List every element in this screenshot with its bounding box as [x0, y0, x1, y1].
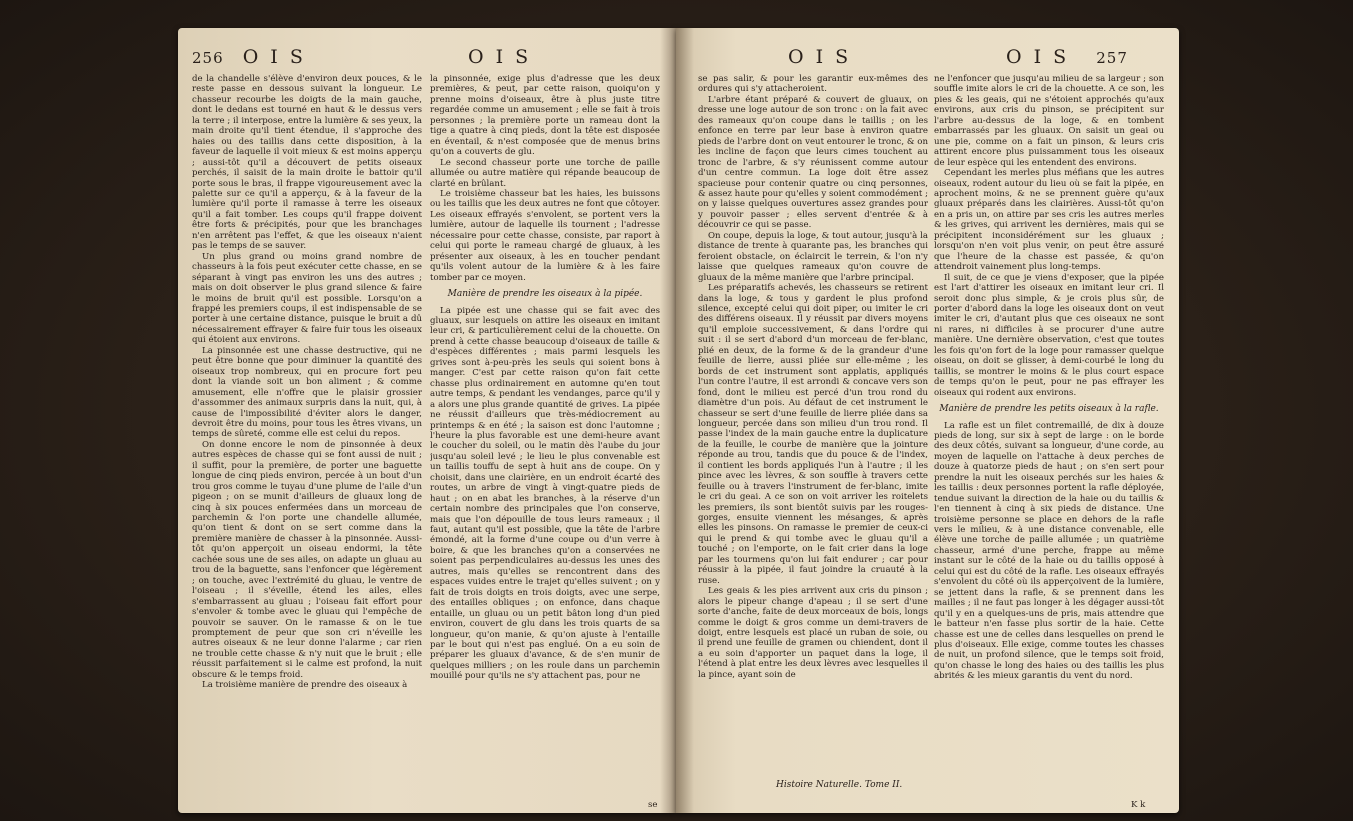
section-heading: Manière de prendre les oiseaux à la pipée.: [447, 289, 643, 300]
paragraph: ne l'enfoncer que jusqu'au milieu de sa largeur ; son souffle imite alors le cri de la chouette. A ce son, les pies & les geais, qui ne s'étoient approchés qu'aux environs, aux cris du pinson, se précipitent sur l'arbre au-dessus de la loge, & en tombent embarrassés par les gluaux. On saisit un geai ou une pie, comme on a fait un pinson, & leurs cris attirent encore plus puissamment tous les oiseaux de leur espèce qui les entendent des environs.: [934, 74, 1164, 168]
right-page-number: 257: [1096, 49, 1128, 67]
paragraph: Cependant les merles plus méfians que les autres oiseaux, rodent autour du lieu où se fait la pipée, en aprochent moins, & ne se prennent guère qu'aux gluaux préparés dans les clairières. Aussi-tôt qu'on en a pris un, on attire par ses cris les autres merles & les grives, qui arrivent les dernières, mais qui se précipitent inconsidérément sur les gluaux ; lorsqu'on n'en voit plus venir, on peut être assuré que l'heure de la chasse est passée, & qu'on attendroit vainement plus long-temps.: [934, 168, 1164, 273]
left-column-2: [430, 74, 660, 799]
left-page-number: 256: [192, 49, 224, 67]
left-running-head-col2: O I S: [468, 46, 532, 68]
right-running-head-col1: O I S: [788, 46, 852, 68]
paragraph: de la chandelle s'élève d'environ deux pouces, & le reste passe en dessous suivant la longueur. Le chasseur recourbe les doigts de la main gauche, dont le dedans est tourné en haut & le dessus vers la terre ; il interpose, entre la lumière & ses yeux, la main droite qu'il tient étendue, il s'approche des haies ou des taillis dans cette disposition, à la faveur de laquelle il voit mieux & est moins apperçu ; aussi-tôt qu'il a découvert de petits oiseaux perchés, il saisit de la main droite le battoir qu'il porte sous le bras, il frappe vigoureusement avec la palette sur ce qu'il a apperçu, & à la faveur de la lumière qu'il porte il ramasse à terre les oiseaux qu'il a fait tomber. Les coups qu'il frappe doivent être forts & précipités, pour que les branchages n'en arrêtent pas l'effet, & que les oiseaux n'aient pas le temps de se sauver.: [192, 74, 422, 252]
paragraph: La troisième manière de prendre des oiseaux à: [202, 680, 408, 691]
section-heading: Manière de prendre les petits oiseaux à la rafle.: [939, 404, 1159, 415]
paragraph: On donne encore le nom de pinsonnée à deux autres espèces de chasse qui se font aussi de nuit ; il suffit, pour la première, de porter une baguette longue de cinq pieds environ, percée à un bout d'un trou gros comme le tuyau d'une plume de l'aile d'un pigeon ; on se munit d'ailleurs de gluaux long de cinq à six pouces enfermées dans un morceau de parchemin & l'on porte une chandelle allumée, qu'on tient & dont on se sert comme dans la première manière de chasser à la pinsonnée. Aussi-tôt qu'on apperçoit un oiseau endormi, la tête cachée sous une de ses ailes, on adapte un gluau au trou de la baguette, sans l'enfoncer que légèrement ; on touche, avec l'extrémité du gluau, le ventre de l'oiseau ; il s'éveille, étend les ailes, elles s'embarrassent au gluau ; l'oiseau fait effort pour s'envoler & tombe avec le gluau qui l'empêche de pouvoir se sauver. On le ramasse & on le tue promptement de peur que son cri n'éveille les autres oiseaux & ne leur donne l'alarme ; car rien ne trouble cette chasse & n'y nuit que le bruit ; elle réussit parfaitement si le calme est profond, la nuit obscure & le temps froid.: [192, 439, 422, 680]
right-page: [676, 28, 1179, 813]
right-page-header: [1006, 46, 1128, 68]
right-column-2: [934, 74, 1164, 799]
paragraph: L'arbre étant préparé & couvert de gluaux, on dresse une loge autour de son tronc : on la fait avec des rameaux qu'on coupe dans le taillis ; on les enfonce en terre par leur base à environ quatre pieds de l'arbre dont on veut entourer le tronc, & on les incline de façon que leurs cimes touchent au tronc de l'arbre, & s'y réunissent comme autour d'un centre commun. La loge doit être assez spacieuse pour contenir quatre ou cinq personnes, & assez haute pour qu'elles y soient commodément ; on y laisse quelques ouvertures assez grandes pour y pouvoir passer ; elles servent d'entrée & à découvrir ce qui se passe.: [698, 94, 928, 231]
paragraph: On coupe, depuis la loge, & tout autour, jusqu'à la distance de trente à quarante pas, les branches qui feroient obstacle, on éclaircit le terrein, & l'on n'y laisse que quelques rameaux qu'on couvre de gluaux de la même manière que l'arbre principal.: [698, 230, 928, 283]
right-column-1: [698, 74, 928, 774]
left-page-header: [192, 46, 306, 68]
paragraph: Les geais & les pies arrivent aux cris du pinson ; alors le pipeur change d'apeau ; il se sert d'une sorte d'anche, faite de deux morceaux de bois, longs comme le doigt & gros comme un demi-travers de doigt, entre lesquels est placé un ruban de soie, ou il prend une feuille de gramen ou chiendent, dont il a eu soin d'apporter un paquet dans la loge, il l'étend à plat entre les deux lèvres avec lesquelles il la pince, ayant soin de: [698, 586, 928, 680]
book-gutter: [660, 28, 694, 813]
signature-mark: K k: [1131, 800, 1146, 810]
left-running-head: O I S: [242, 46, 306, 68]
paragraph: la pinsonnée, exige plus d'adresse que les deux premières, & peut, par cette raison, quoiqu'on y prenne moins d'oiseaux, être à plus juste titre regardée comme un amusement ; elle se fait à trois personnes ; la première porte un rameau dont la tige a quatre à cinq pieds, dont la tête est disposée en éventail, & n'est composée que de menus brins qu'on a couverts de glu.: [430, 74, 660, 158]
left-column-1: [192, 74, 422, 799]
volume-footer: Histoire Naturelle. Tome II.: [776, 780, 903, 790]
paragraph: Les préparatifs achevés, les chasseurs se retirent dans la loge, & tous y gardent le plus profond silence, excepté celui qui doit piper, ou imiter le cri des différens oiseaux. Il y réussit par divers moyens qu'il emploie successivement, & dans l'ordre qui suit : il se sert d'abord d'un morceau de fer-blanc, plié en deux, de la forme & de la grandeur d'une feuille de lierre, aussi pliée sur elle-même ; les bords de cet instrument sont applatis, appliqués l'un contre l'autre, il est arrondi & concave vers son fond, dont le milieu est percé d'un trou rond du diamètre d'un pois. Au défaut de cet instrument le chasseur se sert d'une feuille de lierre pliée dans sa longueur, percée dans son milieu d'un trou rond. Il passe l'index de la main gauche entre la duplicature de la feuille, le courbe de manière que la jointure réponde au trou, tandis que du pouce & de l'index, il contient les bords appliqués l'un à l'autre ; il les pince avec les lèvres, & son souffle à travers cette feuille ou à travers l'instrument de fer-blanc, imite le cri du geai. A ce son on voit arriver les roitelets les premiers, ils sont bientôt suivis par les rouges-gorges, ensuite viennent les mésanges, & après elles les pinsons. On ramasse le premier de ceux-ci qui le prend & qui tombe avec le gluau qu'il a touché ; on l'emporte, on le fait crier dans la loge par les tourmens qu'on lui fait endurer ; car pour réussir à la pipée, il faut joindre la cruauté à la ruse.: [698, 283, 928, 586]
paragraph: La rafle est un filet contremaillé, de dix à douze pieds de long, sur six à sept de large : on le borde des deux côtés, suivant sa longueur, d'une corde, au moyen de laquelle on l'attache à deux perches de douze à quatorze pieds de haut ; on s'en sert pour prendre la nuit les oiseaux perchés sur les haies & les taillis : deux personnes portent la rafle déployée, tendue suivant la direction de la haie ou du taillis & l'en tiennent à cinq à six pieds de distance. Une troisième personne se place en dehors de la rafle vers le milieu, & à une distance convenable, elle élève une torche de paille allumée ; un quatrième chasseur, armé d'une perche, frappe au même instant sur le côté de la haie ou du taillis opposé à celui qui est du côté de la rafle. Les oiseaux effrayés s'envolent du côté où ils apperçoivent de la lumière, se jettent dans la rafle, & se prennent dans les mailles ; il ne faut pas longer à les dégager aussi-tôt qu'il y en a quelques-uns de pris, mais attendre que le batteur n'en fasse plus sortir de la haie. Cette chasse est une de celles dans lesquelles on prend le plus d'oiseaux. Elle exige, comme toutes les chasses de nuit, un profond silence, que le temps soit froid, qu'on chasse le long des haies ou des taillis les plus abrités & les mieux garantis du vent du nord.: [934, 420, 1164, 682]
paragraph: se pas salir, & pour les garantir eux-mêmes des ordures qui s'y attacheroient.: [698, 74, 928, 95]
paragraph: Le second chasseur porte une torche de paille allumée ou autre matière qui répande beaucoup de clarté en brûlant.: [430, 157, 660, 189]
paragraph: Un plus grand ou moins grand nombre de chasseurs à la fois peut exécuter cette chasse, en se séparant à vingt pas environ les uns des autres ; mais on doit observer le plus grand silence & faire le moins de bruit qu'il est possible. Lorsqu'on a frappé les premiers coups, il est indispensable de se porter à une certaine distance, puisque le bruit a dû nécessairement effrayer & faire fuir tous les oiseaux qui étoient aux environs.: [192, 251, 422, 346]
paragraph: La pipée est une chasse qui se fait avec des gluaux, sur lesquels on attire les oiseaux en imitant leur cri, & particulièrement celui de la chouette. On prend à cette chasse beaucoup d'oiseaux de taille & d'espèces différentes ; mais parmi lesquels les grives sont à-peu-près les seuls qui soient bons à manger. C'est par cette raison qu'on fait cette chasse plus ordinairement en automne qu'en tout autre temps, & pendant les vendanges, parce qu'il y a alors une plus grande quantité de grives. La pipée ne réussit d'ailleurs que très-médiocrement au printemps & en été ; la saison est donc l'automne ; l'heure la plus favorable est une demi-heure avant le coucher du soleil, ou le matin dès l'aube du jour jusqu'au soleil levé ; le lieu le plus convenable est un taillis touffu de sept à huit ans de coupe. On y choisit, dans une clairière, en un endroit écarté des routes, un arbre de vingt à vingt-quatre pieds de haut ; on en abat les branches, à la réserve d'un certain nombre des principales que l'on conserve, mais que l'on dépouille de tous leurs rameaux ; il faut, autant qu'il est possible, que la tête de l'arbre émondé, ait la forme d'une coupe ou d'un verre à boire, & que les branches qu'on a conservées ne soient pas perpendiculaires au-dessus les unes des autres, mais qu'elles se rencontrent dans des espaces vuides entre le trajet qu'elles suivent ; on y fait de trois doigts en trois doigts, avec une serpe, des entailles obliques ; on enfonce, dans chaque entaille, un gluau ou un petit bâton long d'un pied environ, couvert de glu dans les trois quarts de sa longueur, qu'on manie, & qu'on ajuste à l'entaille par le bout qui n'est pas englué. On a eu soin de préparer les gluaux d'avance, & de s'en munir de quelques milliers ; on les roule dans un parchemin mouillé pour qu'ils ne s'y attachent pas, pour ne: [430, 305, 660, 682]
paragraph: Il suit, de ce que je viens d'exposer, que la pipée est l'art d'attirer les oiseaux en imitant leur cri. Il seroit donc plus simple, & je crois plus sûr, de porter d'abord dans la loge les oiseaux dont on veut imiter le cri, d'autant plus que ces oiseaux ne sont ni rares, ni difficiles à se procurer d'une autre manière. Une dernière observation, c'est que toutes les fois qu'on fort de la loge pour ramasser quelque oiseau, on doit se glisser, à demi-courbé le long du taillis, se montrer le moins & le plus court espace de temps qu'on le peut, pour ne pas effrayer les oiseaux qui rodent aux environs.: [934, 272, 1164, 398]
right-running-head: O I S: [1006, 46, 1070, 68]
left-page: [178, 28, 676, 813]
paragraph: La pinsonnée est une chasse destructive, qui ne peut être bonne que pour diminuer la quantité des oiseaux trop nombreux, qui en procure fort peu dont la viande soit un bon aliment ; & comme amusement, elle n'offre que le plaisir grossier d'assommer des animaux surpris dans la nuit, qui, à cause de l'impossibilité d'éviter alors le danger, devroit être du moins, pour tous les êtres vivans, un temps de sûreté, comme elle est celui du repos.: [192, 345, 422, 440]
catchword: se: [648, 800, 658, 810]
paragraph: Le troisième chasseur bat les haies, les buissons ou les taillis que les deux autres ne font que côtoyer. Les oiseaux effrayés s'envolent, se portent vers la lumière, autour de laquelle ils tournent ; l'adresse nécessaire pour cette chasse, consiste, par raport à celui qui porte le rameau chargé de gluaux, à les présenter aux oiseaux, à les en toucher pendant qu'ils volent autour de la lumière & à les faire tomber par ce moyen.: [430, 188, 660, 283]
